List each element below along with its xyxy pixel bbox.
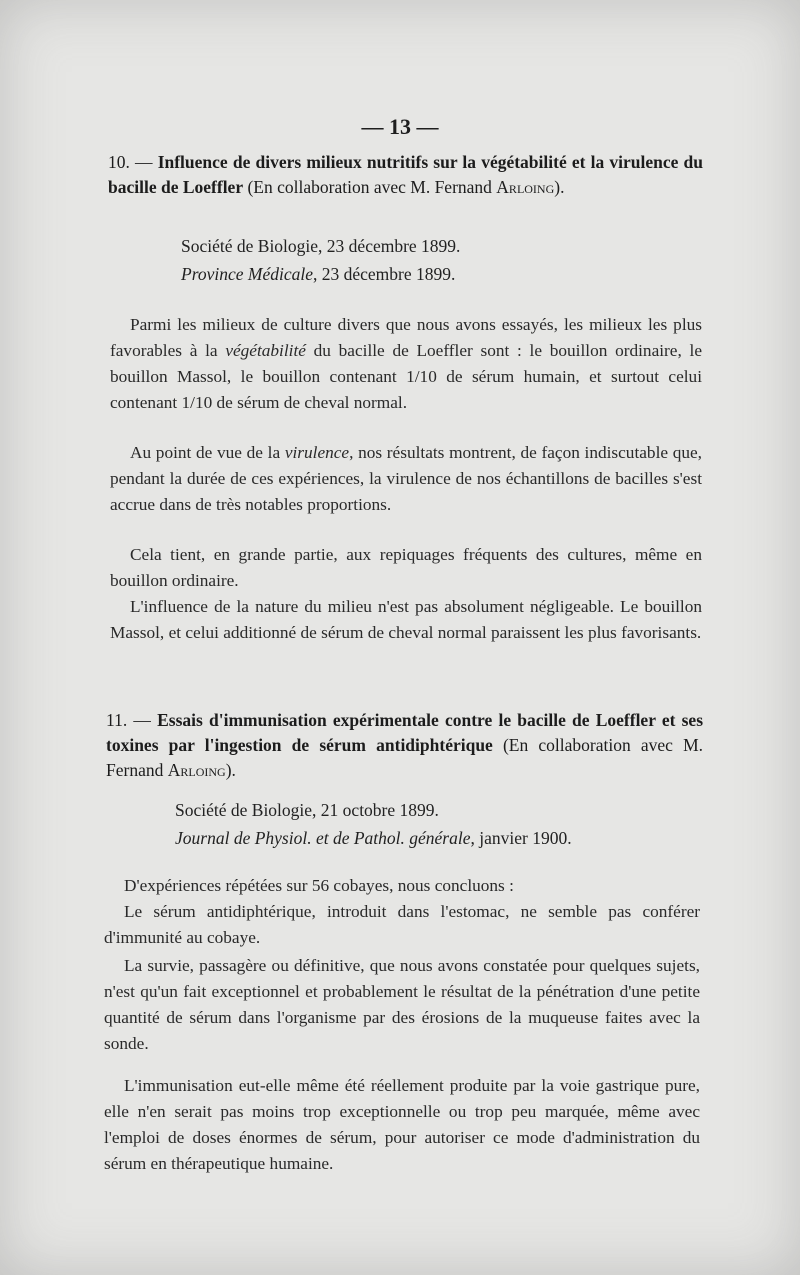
entry-11-paragraph-2: Le sérum antidiphtérique, introduit dans l'estomac, ne semble pas conférer d'immunité au cobaye. <box>104 902 700 947</box>
entry-11-collab-suffix: ). <box>225 760 236 780</box>
entry-10-p2-part-a: Au point de vue de la <box>130 443 281 462</box>
entry-10-collab-suffix: ). <box>554 177 565 197</box>
entry-11-paragraph-3: La survie, passagère ou définitive, que nous avons constatée pour quelques sujets, n'est qu'un fait exceptionnel et probablement le résultat de la pénétration d'une petite quantité de sérum dans l'organisme par des érosions de la muqueuse faites avec la sonde. <box>104 956 700 1053</box>
entry-10-p2-emphasis: virulence <box>284 443 350 462</box>
entry-10-ref-1: Société de Biologie, 23 décembre 1899. <box>181 236 461 256</box>
entry-10-title: Influence de divers milieux nutritifs sur la végétabilité et la virulence du bacille de Loeffler <box>108 152 704 197</box>
entry-10-number: 10. — <box>108 152 153 172</box>
entry-11-collab: (En collaboration avec M. Fernand <box>106 735 703 780</box>
entry-10-paragraph-2 <box>110 440 702 518</box>
entry-10-paragraph-4: L'influence de la nature du milieu n'est pas absolument négligeable. Le bouillon Massol, et celui additionné de sérum de cheval normal paraissent les plus favorisants. <box>110 597 702 642</box>
entry-11-paragraph-1: D'expériences répétées sur 56 cobayes, nous concluons : <box>124 876 514 895</box>
entry-10-p1-part-b: du bacille de Loeffler sont : le bouillon ordinaire, le bouillon Massol, le bouillon contenant 1/10 de sérum humain, et surtout celui contenant 1/10 de sérum de cheval normal. <box>110 341 702 412</box>
entry-11-ref-2-journal: Journal de Physiol. et de Pathol. générale <box>175 828 471 848</box>
entry-11-ref-1: Société de Biologie, 21 octobre 1899. <box>175 800 439 820</box>
entry-11-references <box>175 796 572 852</box>
entry-10-references <box>181 232 460 288</box>
entry-10-p1-part-a: Parmi les milieux de culture divers que nous avons essayés, les milieux les plus favorables à la <box>110 315 702 360</box>
entry-11-ref-2-date: , janvier 1900. <box>470 828 572 848</box>
entry-11-ref-2 <box>175 824 572 852</box>
entry-10-paragraph-1 <box>110 312 702 416</box>
entry-11-heading <box>106 708 703 783</box>
entry-11-number: 11. — <box>106 710 151 730</box>
entry-10-ref-2-date: , 23 décembre 1899. <box>313 264 456 284</box>
entry-10-p1-emphasis: végétabilité <box>225 341 306 360</box>
entry-10-paragraph-3: Cela tient, en grande partie, aux repiquages fréquents des cultures, même en bouillon ordinaire. <box>110 545 702 590</box>
entry-10-p2-part-b: , nos résultats montrent, de façon indiscutable que, pendant la durée de ces expériences, la virulence de nos échantillons de bacilles s'est accrue dans de très notables proportions. <box>110 443 702 514</box>
entry-10-heading <box>108 150 703 200</box>
entry-11-title: Essais d'immunisation expérimentale contre le bacille de Loeffler et ses toxines par l'ingestion de sérum antidiphtérique <box>106 710 704 755</box>
entry-10-ref-2-journal: Province Médicale <box>181 264 313 284</box>
page-number: — 13 — <box>361 114 439 139</box>
entry-11-paragraph-4: L'immunisation eut-elle même été réellement produite par la voie gastrique pure, elle n'en serait pas moins trop exceptionnelle ou trop peu marquée, même avec l'emploi de doses énormes de sérum, pour autoriser ce mode d'administration du sérum en thérapeutique humaine. <box>104 1076 700 1173</box>
entry-11-collab-name: Arloing <box>167 760 226 780</box>
entry-10-collab: (En collaboration avec M. Fernand <box>247 177 492 197</box>
entry-10-ref-2 <box>181 260 460 288</box>
entry-10-collab-name: Arloing <box>496 177 555 197</box>
